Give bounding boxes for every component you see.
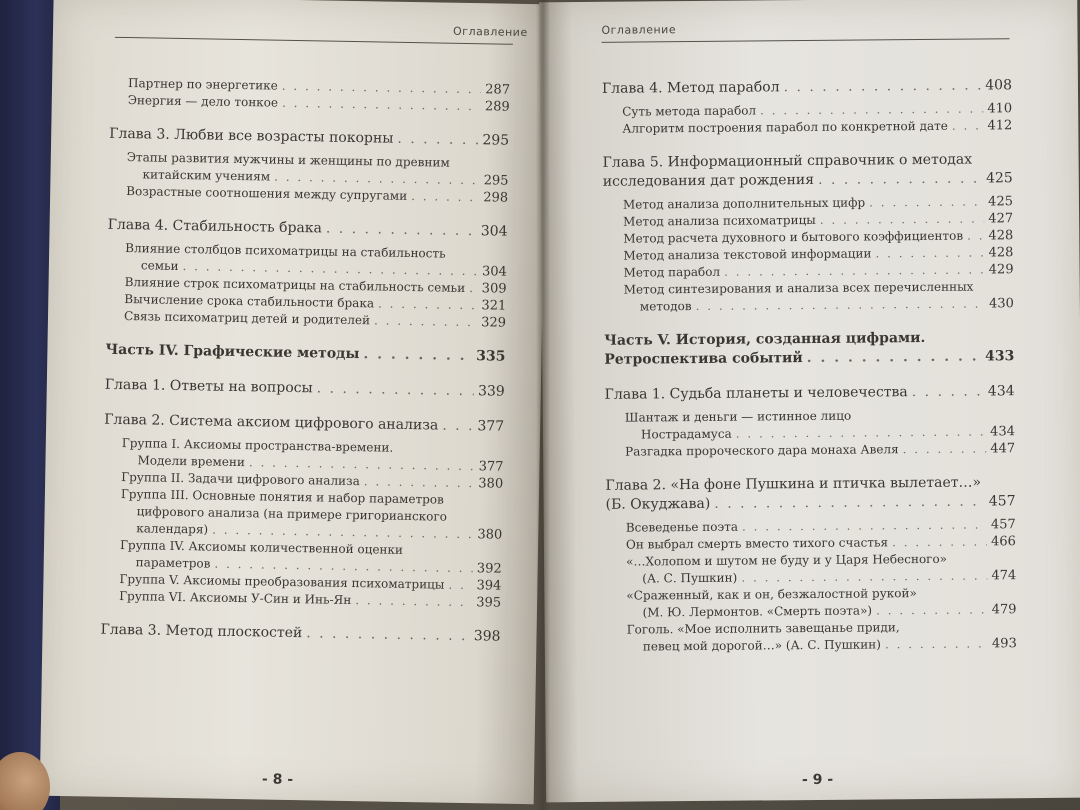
toc-entry-title: Метод парабол: [623, 264, 721, 280]
toc-page-number: 466: [991, 534, 1017, 550]
toc-page-number: 295: [482, 132, 510, 149]
toc-section-entry: [627, 618, 1017, 655]
toc-entry-title: Глава 1. Судьба планеты и человечества: [604, 384, 908, 403]
toc-leader-dots: [885, 635, 988, 653]
toc-page-number: 430: [988, 296, 1014, 312]
toc-entry-row: [606, 492, 1016, 515]
toc-leader-dots: [442, 417, 474, 437]
toc-entry-title: Глава 3. Метод плоскостей: [100, 621, 303, 642]
toc-leader-dots: [714, 492, 985, 513]
toc-entry-line: Гоголь. «Мое исполнить завещанье приди,: [626, 620, 900, 637]
toc-leader-dots: [469, 280, 478, 297]
toc-section-entry: [626, 584, 1016, 621]
toc-leader-dots: [317, 379, 475, 401]
toc-leader-dots: [892, 533, 987, 551]
toc-entry-title: Часть IV. Графические методы: [105, 341, 360, 363]
toc-entry-row: [605, 382, 1015, 405]
toc-leader-dots: [364, 473, 475, 492]
toc-page-number: 287: [485, 82, 511, 98]
toc-page-number: 304: [480, 223, 508, 240]
toc-page-number: 339: [477, 383, 505, 400]
toc-entry-row: [604, 347, 1014, 370]
toc-leader-dots: [306, 624, 470, 646]
toc-leader-dots: [326, 220, 477, 242]
toc-leader-dots: [397, 130, 478, 150]
toc-leader-dots: [355, 592, 472, 611]
toc-section-entry: [622, 117, 1012, 137]
toc-leader-dots: [912, 382, 984, 402]
toc-entry-title: Метод анализа психоматрицы: [623, 212, 816, 229]
toc-entry-row: [625, 440, 1015, 460]
toc-entry-title: Группа VI. Аксиомы У-Син и Инь-Ян: [119, 588, 352, 608]
left-running-header: Оглавление: [452, 24, 528, 40]
toc-leader-dots: [374, 312, 477, 331]
toc-page-number: 479: [991, 602, 1017, 618]
toc-entry-row: [626, 601, 1016, 621]
toc-page-number: 474: [991, 568, 1017, 584]
toc-entry-title: исследования дат рождения: [602, 171, 815, 190]
toc-page-number: 377: [477, 418, 505, 435]
toc-entry-row: [602, 76, 1012, 99]
toc-entry-line: Группа I. Аксиомы пространства-времени.: [121, 435, 394, 455]
toc-page-number: 428: [988, 228, 1014, 244]
right-header-rule: [602, 38, 1010, 43]
left-page-number: - 8 -: [261, 771, 294, 789]
toc-section-entry: [625, 440, 1015, 460]
toc-page-number: 425: [985, 170, 1013, 187]
toc-entry-title: Связь психоматриц детей и родителей: [123, 309, 371, 328]
toc-entry-line: «…Холопом и шутом не буду и у Царя Небесного»: [626, 551, 948, 569]
toc-chapter-entry: [603, 150, 1013, 192]
toc-page-number: 410: [987, 101, 1013, 117]
toc-entry-title: Группа V. Аксиомы преобразования психоматрицы: [119, 571, 445, 592]
toc-entry-line: Глава 5. Информационный справочник о методах: [602, 151, 973, 171]
toc-page-number: 434: [987, 383, 1015, 400]
toc-leader-dots: [967, 227, 984, 244]
toc-entry-title: Разгадка пророческого дара монаха Авеля: [625, 442, 899, 459]
toc-page-number: 392: [476, 561, 502, 577]
toc-entry-title: Ретроспектива событий: [604, 350, 803, 368]
toc-entry-title: певец мой дорогой…» (А. С. Пушкин): [642, 637, 882, 654]
toc-section-entry: [624, 278, 1014, 315]
toc-entry-line: Этапы развития мужчины и женщины по древним: [126, 150, 450, 170]
toc-page-number: 309: [481, 281, 507, 297]
toc-leader-dots: [818, 170, 982, 190]
toc-leader-dots: [952, 117, 984, 134]
toc-entry-title: Метод расчета духовного и бытового коэффициентов: [623, 228, 964, 246]
toc-entry-title: календаря): [136, 521, 209, 537]
toc-entry-title: методов: [639, 299, 692, 314]
toc-entry-title: Группа II. Задачи цифрового анализа: [121, 469, 360, 489]
toc-page-number: 493: [991, 636, 1017, 652]
toc-entry-line: Часть V. История, созданная цифрами.: [604, 330, 926, 349]
toc-leader-dots: [869, 193, 984, 211]
right-toc: [602, 76, 1017, 656]
toc-page-number: 457: [990, 517, 1016, 533]
right-page-number: - 9 -: [801, 771, 834, 789]
toc-page-number: 295: [483, 173, 509, 189]
toc-leader-dots: [282, 95, 481, 115]
toc-leader-dots: [876, 601, 988, 619]
book-gutter: [536, 0, 550, 810]
left-page: [40, 0, 548, 804]
toc-page-number: 380: [477, 527, 503, 543]
toc-entry-title: семьи: [140, 258, 179, 273]
toc-page-number: 394: [476, 578, 502, 594]
toc-leader-dots: [820, 210, 985, 228]
toc-entry-title: параметров: [135, 555, 211, 571]
toc-page-number: 377: [478, 459, 504, 475]
toc-entry-title: Нострадамуса: [640, 426, 732, 442]
toc-page-number: 434: [990, 424, 1016, 440]
toc-entry-row: [626, 533, 1016, 553]
toc-entry-line: Метод синтезирования и анализа всех перечисленных: [623, 279, 974, 297]
toc-entry-row: [603, 169, 1013, 192]
toc-page-number: 408: [985, 77, 1013, 94]
toc-page-number: 321: [481, 298, 507, 314]
toc-page-number: 298: [483, 190, 509, 206]
toc-page-number: 395: [476, 595, 502, 611]
toc-entry-row: [622, 117, 1012, 137]
toc-chapter-entry: [605, 382, 1015, 405]
toc-page-number: 429: [988, 262, 1014, 278]
toc-entry-title: (Б. Окуджава): [605, 495, 711, 513]
toc-leader-dots: [742, 516, 987, 535]
toc-section-entry: [626, 533, 1016, 553]
right-page: [539, 0, 1080, 802]
left-header-rule: [115, 37, 513, 45]
toc-section-entry: [626, 550, 1016, 587]
toc-page-number: 398: [473, 628, 501, 645]
toc-leader-dots: [378, 295, 478, 314]
toc-entry-title: (А. С. Пушкин): [642, 570, 738, 586]
toc-entry-title: Вычисление срока стабильности брака: [124, 292, 375, 311]
toc-leader-dots: [807, 348, 981, 369]
toc-leader-dots: [736, 423, 987, 442]
toc-entry-title: Возрастные соотношения между супругами: [126, 184, 408, 203]
toc-page-number: 447: [990, 441, 1016, 457]
toc-leader-dots: [695, 295, 985, 315]
toc-page-number: 289: [484, 99, 510, 115]
toc-part-entry: [604, 328, 1014, 370]
toc-page-number: 380: [478, 476, 504, 492]
toc-entry-title: Модели времени: [137, 453, 246, 470]
toc-section-entry: [120, 486, 503, 544]
left-toc: [100, 75, 510, 647]
toc-page-number: 329: [481, 315, 507, 331]
toc-page-number: 427: [988, 211, 1014, 227]
toc-entry-line: Влияние столбцов психоматрицы на стабильность: [125, 241, 446, 261]
toc-page-number: 425: [988, 194, 1014, 210]
toc-leader-dots: [783, 77, 981, 98]
toc-leader-dots: [903, 440, 987, 458]
toc-page-number: 428: [988, 245, 1014, 261]
toc-page-number: 412: [987, 118, 1013, 134]
toc-leader-dots: [411, 188, 480, 206]
toc-entry-row: [626, 567, 1016, 587]
toc-entry-title: Суть метода парабол: [622, 103, 757, 119]
toc-entry-title: Влияние строк психоматрицы на стабильность семьи: [124, 275, 466, 295]
toc-page-number: 335: [476, 348, 506, 365]
toc-page-number: 304: [481, 264, 507, 280]
toc-entry-title: Партнер по энергетике: [127, 76, 278, 93]
toc-page-number: 433: [985, 348, 1015, 365]
toc-page-number: 457: [988, 493, 1016, 510]
toc-entry-title: Метод анализа текстовой информации: [623, 246, 872, 263]
toc-entry-title: Глава 2. Система аксиом цифрового анализа: [104, 411, 439, 434]
toc-entry-line: Группа III. Основные понятия и набор параметров: [120, 486, 444, 507]
toc-entry-title: Глава 1. Ответы на вопросы: [104, 376, 313, 397]
toc-entry-line: Группа IV. Аксиомы количественной оценки: [119, 537, 404, 557]
toc-entry-line: цифрового анализа (на примере григорианского: [136, 504, 448, 524]
toc-entry-line: Глава 2. «На фоне Пушкина и птичка вылетает…»: [605, 474, 982, 494]
toc-entry-title: Энергия — дело тонкое: [127, 93, 279, 110]
toc-entry-title: Глава 3. Любви все возрасты покорны: [109, 125, 394, 147]
toc-entry-row: [627, 635, 1017, 655]
toc-section-entry: [625, 406, 1015, 443]
toc-entry-title: Глава 4. Метод парабол: [601, 79, 780, 97]
toc-entry-title: Алгоритм построения парабол по конкретной дате: [622, 118, 948, 136]
toc-entry-title: Метод анализа дополнительных цифр: [622, 195, 866, 212]
toc-leader-dots: [760, 100, 983, 119]
toc-leader-dots: [741, 567, 987, 586]
toc-entry-title: Глава 4. Стабильность брака: [107, 216, 323, 237]
toc-leader-dots: [363, 345, 472, 366]
toc-entry-line: Шантаж и деньги — истинное лицо: [624, 408, 852, 425]
toc-entry-title: Всеведенье поэта: [625, 519, 739, 535]
toc-chapter-entry: [602, 76, 1012, 99]
toc-entry-row: [624, 295, 1014, 315]
toc-entry-title: Он выбрал смерть вместо тихого счастья: [625, 535, 889, 552]
toc-leader-dots: [875, 244, 984, 262]
right-running-header: Оглавление: [601, 23, 677, 37]
toc-leader-dots: [448, 577, 472, 594]
toc-entry-title: китайским учениям: [142, 167, 271, 184]
toc-chapter-entry: [605, 473, 1015, 515]
toc-entry-line: «Сраженный, как и он, безжалостной рукой»: [626, 586, 917, 603]
toc-entry-title: (М. Ю. Лермонтов. «Смерть поэта»): [642, 603, 873, 620]
